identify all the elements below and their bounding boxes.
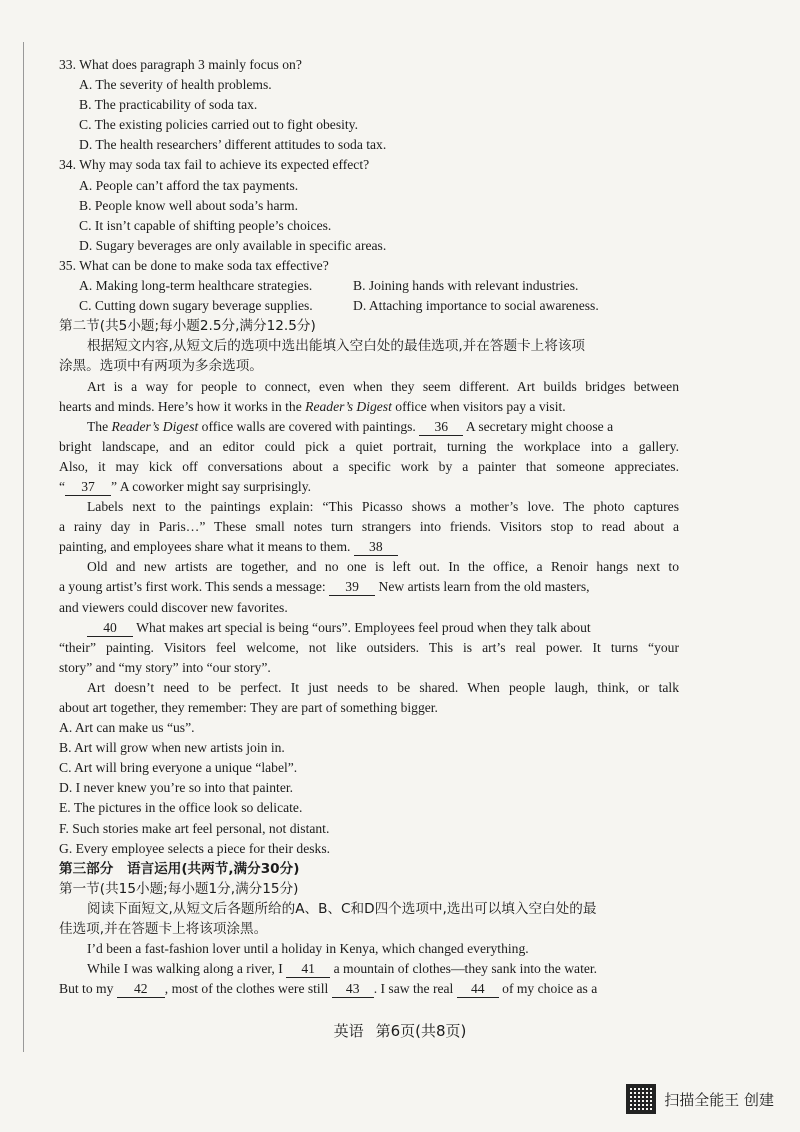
- part-3-instructions-1: 阅读下面短文,从短文后各题所给的A、B、C和D四个选项中,选出可以填入空白处的最: [87, 900, 597, 917]
- text-span: . I saw the real: [373, 981, 454, 997]
- blank-43[interactable]: 43: [332, 981, 374, 998]
- passage-p3-line-2: a rainy day in Paris…” These small notes turn strangers into friends. Visitors stop to read about a: [59, 519, 679, 535]
- choice-f: F. Such stories make art feel personal, not distant.: [59, 820, 330, 836]
- text-span: What makes art special is being “ours”. Employees feel proud when they talk about: [136, 619, 591, 635]
- part-3-header: 第三部分 语言运用(共两节,满分30分): [59, 860, 300, 877]
- text-span: painting, and employees share what it means to them.: [59, 539, 351, 555]
- text-span: of my choice as a: [502, 981, 598, 997]
- question-33-stem: 33. What does paragraph 3 mainly focus on?: [59, 57, 302, 72]
- text-span: While I was walking along a river, I: [87, 961, 283, 977]
- footer-page-number: 第6页(共8页): [375, 1022, 467, 1040]
- question-35-option-d: D. Attaching importance to social awareness.: [353, 298, 599, 314]
- passage-p5-line-2: “their” painting. Visitors feel welcome, not like outsiders. This is art’s real power. It turns “your: [59, 639, 679, 655]
- text-span: A secretary might choose a: [465, 418, 614, 434]
- passage-p5-line-1: [59, 618, 679, 638]
- blank-37[interactable]: 37: [65, 479, 111, 496]
- choice-b: B. Art will grow when new artists join in.: [59, 740, 285, 756]
- passage-p2-line-4: [59, 477, 679, 497]
- question-35-option-c: C. Cutting down sugary beverage supplies.: [79, 298, 313, 314]
- question-35-stem: 35. What can be done to make soda tax effective?: [59, 257, 329, 273]
- blank-38[interactable]: 38: [354, 539, 398, 556]
- page-footer: [0, 1020, 800, 1041]
- choice-c: C. Art will bring everyone a unique “label”.: [59, 760, 298, 776]
- question-35-option-b: B. Joining hands with relevant industries.: [353, 278, 579, 294]
- passage-p4-line-1: Old and new artists are together, and no one is left out. In the office, a Renoir hangs next to: [87, 559, 679, 575]
- question-35-option-a: A. Making long-term healthcare strategies.: [79, 278, 313, 294]
- question-33-option-b: B. The practicability of soda tax.: [79, 97, 258, 113]
- blank-39[interactable]: 39: [329, 579, 375, 596]
- section-2-instructions-2: 涂黑。选项中有两项为多余选项。: [59, 358, 263, 375]
- passage-p2-line-1: [59, 417, 679, 437]
- passage-p6-line-1: Art doesn’t need to be perfect. It just needs to be shared. When people laugh, think, or talk: [87, 679, 679, 695]
- question-34-option-a: A. People can’t afford the tax payments.: [79, 177, 299, 193]
- passage-p5-line-3: story” and “my story” into “our story”.: [59, 659, 271, 675]
- section-2-instructions-1: 根据短文内容,从短文后的选项中选出能填入空白处的最佳选项,并在答题卡上将该项: [87, 338, 586, 355]
- choice-g: G. Every employee selects a piece for their desks.: [59, 840, 331, 856]
- text-span: office walls are covered with paintings.: [198, 418, 416, 434]
- blank-41[interactable]: 41: [286, 961, 330, 978]
- part-3-instructions-2: 佳选项,并在答题卡上将该项涂黑。: [59, 921, 268, 938]
- text-span: New artists learn from the old masters,: [378, 579, 590, 595]
- text-span: “: [59, 478, 66, 494]
- passage-p1-line-1: Art is a way for people to connect, even when they seem different. Art builds bridges between: [87, 378, 679, 394]
- question-34-option-c: C. It isn’t capable of shifting people’s choices.: [79, 217, 332, 233]
- text-span: But to my: [59, 981, 114, 997]
- question-33-option-c: C. The existing policies carried out to fight obesity.: [79, 117, 358, 133]
- scanner-watermark: [626, 1084, 774, 1114]
- text-span: The: [87, 418, 112, 434]
- blank-44[interactable]: 44: [457, 981, 499, 998]
- passage-p1-line-2: [59, 397, 679, 417]
- magazine-title: Reader’s Digest: [111, 418, 199, 434]
- text-span: a mountain of clothes—they sank into the water.: [333, 961, 598, 977]
- passage-p2-line-3: Also, it may kick off conversations about a specific work by a painter that someone appreciates.: [59, 458, 679, 474]
- margin-rule: [23, 42, 24, 1052]
- blank-40[interactable]: 40: [87, 620, 133, 637]
- text-span: hearts and minds. Here’s how it works in the: [59, 398, 306, 414]
- question-34-option-b: B. People know well about soda’s harm.: [79, 197, 298, 213]
- watermark-text: 扫描全能王 创建: [664, 1090, 774, 1109]
- text-span: , most of the clothes were still: [164, 981, 329, 997]
- passage-p4-line-3: and viewers could discover new favorites.: [59, 599, 288, 615]
- choice-d: D. I never knew you’re so into that painter.: [59, 780, 294, 796]
- text-span: office when visitors pay a visit.: [391, 398, 566, 414]
- question-33-option-a: A. The severity of health problems.: [79, 77, 272, 93]
- passage-p3-line-1: Labels next to the paintings explain: “This Picasso shows a mother’s love. The photo captures: [87, 499, 679, 515]
- section-2-header: 第二节(共5小题;每小题2.5分,满分12.5分): [59, 318, 316, 335]
- passage-p3-line-3: [59, 537, 679, 557]
- footer-subject: 英语: [333, 1022, 364, 1040]
- question-33-option-d: D. The health researchers’ different attitudes to soda tax.: [79, 137, 387, 153]
- blank-42[interactable]: 42: [117, 981, 165, 998]
- passage-p6-line-2: about art together, they remember: They are part of something bigger.: [59, 700, 438, 715]
- cloze-p2-line-1: [59, 959, 679, 979]
- cloze-p2-line-2: [59, 979, 679, 999]
- magazine-title: Reader’s Digest: [305, 398, 392, 414]
- text-span: a young artist’s first work. This sends a message:: [59, 579, 326, 595]
- text-span: ” A coworker might say surprisingly.: [111, 478, 312, 494]
- question-35-options-cd: [59, 296, 679, 316]
- passage-p2-line-2: bright landscape, and an editor could pick a quiet portrait, turning the workplace into a gallery.: [59, 438, 679, 454]
- question-34-stem: 34. Why may soda tax fail to achieve its expected effect?: [59, 157, 370, 173]
- blank-36[interactable]: 36: [419, 419, 463, 436]
- passage-p4-line-2: [59, 577, 679, 597]
- part-3-subheader: 第一节(共15小题;每小题1分,满分15分): [59, 880, 299, 897]
- cloze-p1: I’d been a fast-fashion lover until a holiday in Kenya, which changed everything.: [87, 941, 529, 957]
- qr-code-icon: [626, 1084, 656, 1114]
- question-34-option-d: D. Sugary beverages are only available in specific areas.: [79, 237, 387, 253]
- exam-page-content: [59, 55, 679, 999]
- question-35-options-ab: [59, 276, 679, 296]
- choice-a: A. Art can make us “us”.: [59, 720, 195, 736]
- choice-e: E. The pictures in the office look so delicate.: [59, 800, 303, 816]
